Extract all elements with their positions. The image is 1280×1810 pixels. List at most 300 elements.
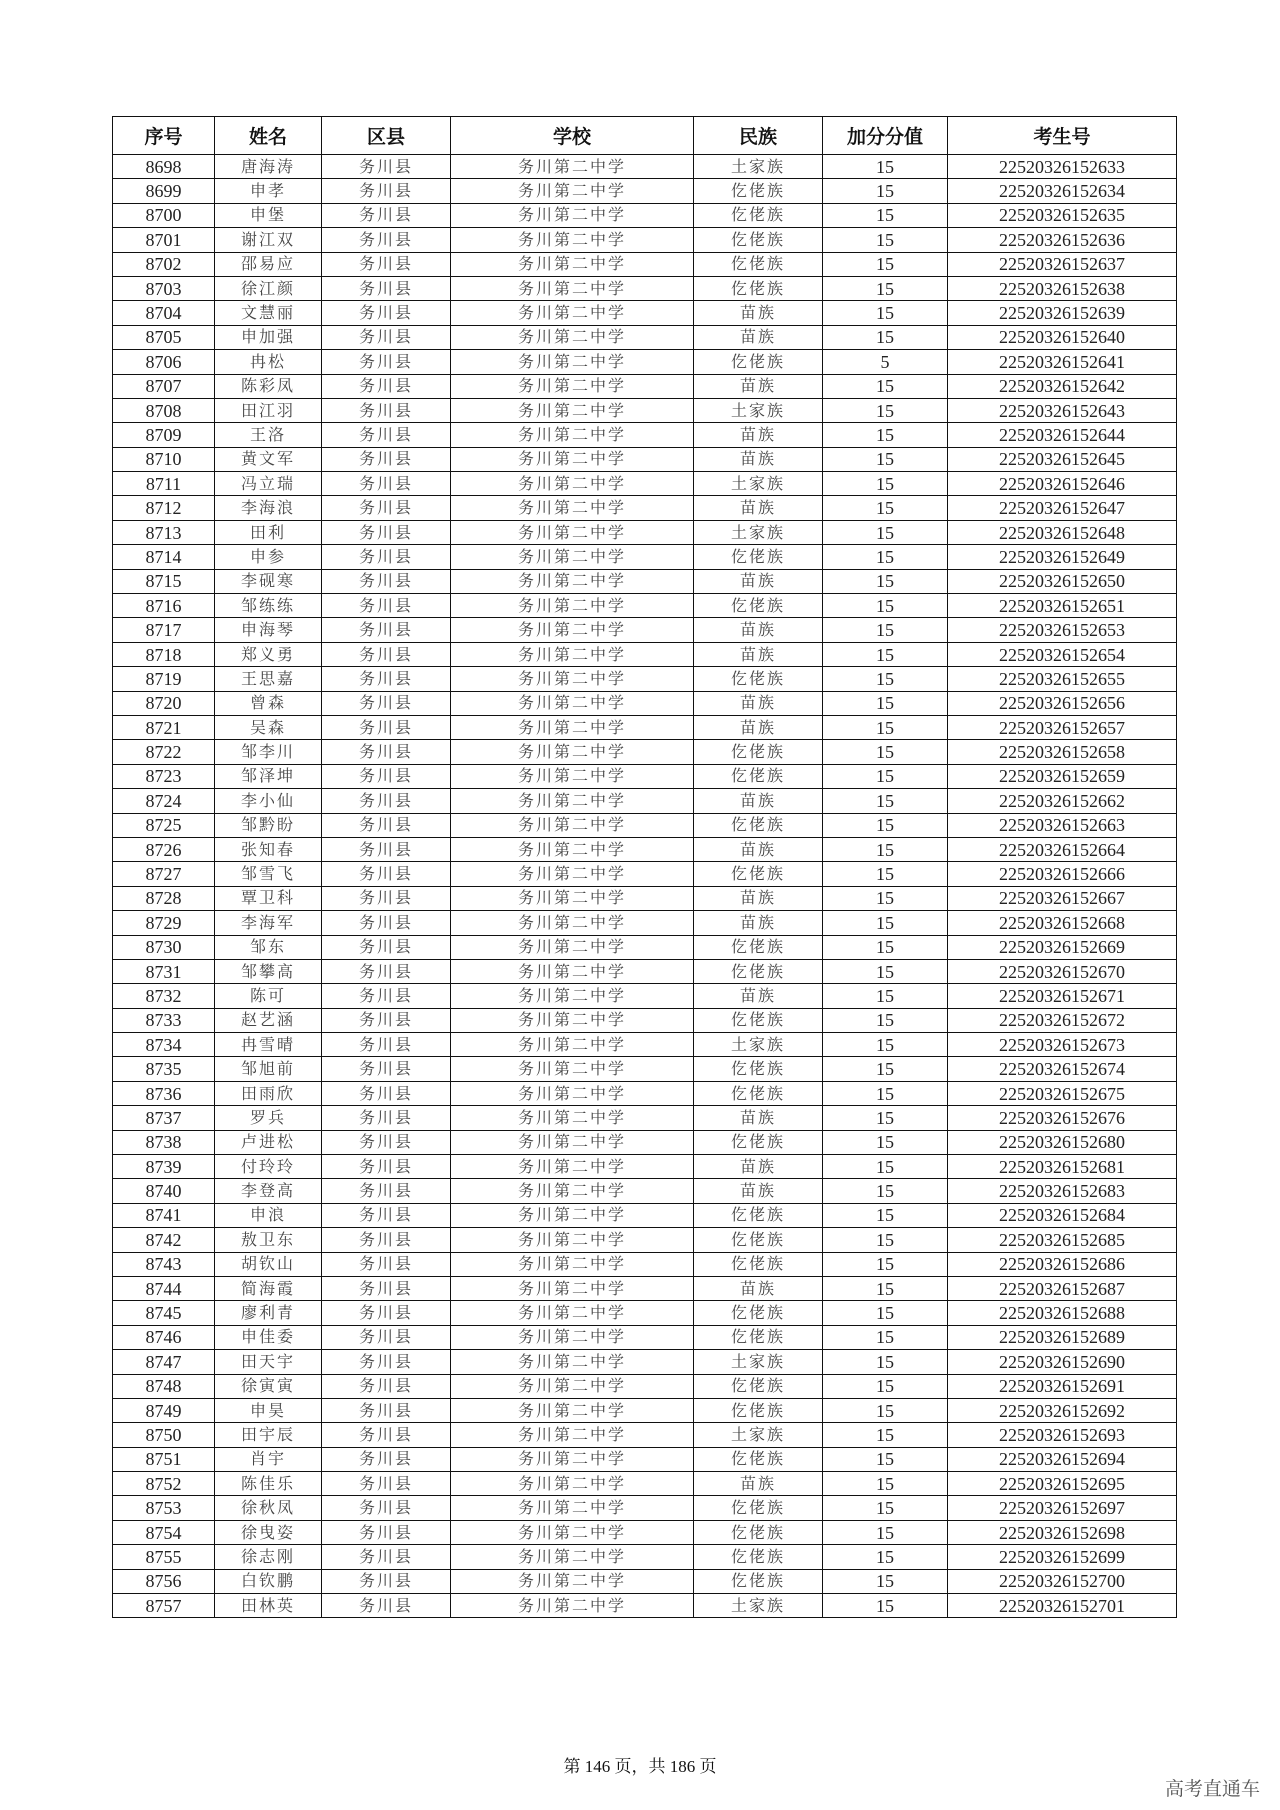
cell-county: 务川县 <box>322 1545 451 1569</box>
cell-ethnicity: 仡佬族 <box>694 1374 823 1398</box>
cell-bonus: 15 <box>823 1252 948 1276</box>
cell-name: 李登高 <box>215 1179 322 1203</box>
cell-exam-id: 22520326152684 <box>948 1203 1177 1227</box>
cell-county: 务川县 <box>322 1472 451 1496</box>
cell-school: 务川第二中学 <box>451 1033 694 1057</box>
cell-exam-id: 22520326152674 <box>948 1057 1177 1081</box>
table-row <box>113 350 1177 374</box>
table-row <box>113 1301 1177 1325</box>
table-row <box>113 1447 1177 1471</box>
cell-seq: 8746 <box>113 1325 215 1349</box>
cell-school: 务川第二中学 <box>451 667 694 691</box>
cell-bonus: 15 <box>823 837 948 861</box>
cell-county: 务川县 <box>322 203 451 227</box>
cell-county: 务川县 <box>322 472 451 496</box>
table-row <box>113 1130 1177 1154</box>
table-row <box>113 1276 1177 1300</box>
cell-school: 务川第二中学 <box>451 642 694 666</box>
cell-name: 陈可 <box>215 984 322 1008</box>
cell-name: 邹泽坤 <box>215 764 322 788</box>
cell-bonus: 15 <box>823 398 948 422</box>
cell-exam-id: 22520326152656 <box>948 691 1177 715</box>
table-row <box>113 667 1177 691</box>
cell-exam-id: 22520326152638 <box>948 276 1177 300</box>
cell-school: 务川第二中学 <box>451 1252 694 1276</box>
cell-seq: 8751 <box>113 1447 215 1471</box>
cell-seq: 8724 <box>113 789 215 813</box>
cell-bonus: 15 <box>823 325 948 349</box>
cell-ethnicity: 仡佬族 <box>694 228 823 252</box>
cell-exam-id: 22520326152663 <box>948 813 1177 837</box>
cell-bonus: 15 <box>823 520 948 544</box>
cell-bonus: 15 <box>823 642 948 666</box>
cell-school: 务川第二中学 <box>451 1423 694 1447</box>
table-row <box>113 1423 1177 1447</box>
cell-seq: 8717 <box>113 618 215 642</box>
cell-name: 谢江双 <box>215 228 322 252</box>
cell-name: 简海霞 <box>215 1276 322 1300</box>
table-row <box>113 1496 1177 1520</box>
cell-school: 务川第二中学 <box>451 1398 694 1422</box>
cell-seq: 8750 <box>113 1423 215 1447</box>
cell-exam-id: 22520326152658 <box>948 740 1177 764</box>
cell-name: 李海军 <box>215 911 322 935</box>
cell-exam-id: 22520326152664 <box>948 837 1177 861</box>
cell-county: 务川县 <box>322 350 451 374</box>
cell-seq: 8701 <box>113 228 215 252</box>
table-row <box>113 1520 1177 1544</box>
cell-school: 务川第二中学 <box>451 228 694 252</box>
table-row <box>113 1325 1177 1349</box>
cell-exam-id: 22520326152700 <box>948 1569 1177 1593</box>
cell-county: 务川县 <box>322 496 451 520</box>
cell-seq: 8715 <box>113 569 215 593</box>
cell-exam-id: 22520326152636 <box>948 228 1177 252</box>
cell-bonus: 15 <box>823 1325 948 1349</box>
cell-exam-id: 22520326152690 <box>948 1350 1177 1374</box>
cell-ethnicity: 仡佬族 <box>694 1057 823 1081</box>
cell-ethnicity: 苗族 <box>694 911 823 935</box>
cell-name: 文慧丽 <box>215 301 322 325</box>
cell-seq: 8720 <box>113 691 215 715</box>
cell-ethnicity: 仡佬族 <box>694 740 823 764</box>
cell-ethnicity: 苗族 <box>694 1106 823 1130</box>
cell-ethnicity: 仡佬族 <box>694 252 823 276</box>
cell-bonus: 15 <box>823 1033 948 1057</box>
cell-name: 覃卫科 <box>215 886 322 910</box>
cell-exam-id: 22520326152633 <box>948 155 1177 179</box>
cell-county: 务川县 <box>322 276 451 300</box>
cell-county: 务川县 <box>322 837 451 861</box>
cell-bonus: 15 <box>823 764 948 788</box>
header-ethnicity: 民族 <box>694 117 823 155</box>
cell-bonus: 15 <box>823 813 948 837</box>
cell-exam-id: 22520326152654 <box>948 642 1177 666</box>
cell-name: 王思嘉 <box>215 667 322 691</box>
cell-ethnicity: 土家族 <box>694 1423 823 1447</box>
cell-county: 务川县 <box>322 642 451 666</box>
cell-name: 申孝 <box>215 179 322 203</box>
cell-seq: 8738 <box>113 1130 215 1154</box>
cell-bonus: 15 <box>823 1594 948 1618</box>
cell-ethnicity: 土家族 <box>694 472 823 496</box>
cell-school: 务川第二中学 <box>451 862 694 886</box>
cell-school: 务川第二中学 <box>451 1008 694 1032</box>
table-row <box>113 1472 1177 1496</box>
table-row <box>113 1203 1177 1227</box>
cell-county: 务川县 <box>322 764 451 788</box>
cell-seq: 8704 <box>113 301 215 325</box>
cell-name: 白钦鹏 <box>215 1569 322 1593</box>
score-bonus-table <box>112 116 1177 1618</box>
cell-county: 务川县 <box>322 1008 451 1032</box>
cell-bonus: 5 <box>823 350 948 374</box>
cell-bonus: 15 <box>823 984 948 1008</box>
cell-seq: 8743 <box>113 1252 215 1276</box>
cell-ethnicity: 仡佬族 <box>694 862 823 886</box>
cell-seq: 8731 <box>113 959 215 983</box>
cell-exam-id: 22520326152657 <box>948 715 1177 739</box>
cell-ethnicity: 土家族 <box>694 155 823 179</box>
cell-school: 务川第二中学 <box>451 276 694 300</box>
table-row <box>113 1374 1177 1398</box>
table-row <box>113 1081 1177 1105</box>
table-row <box>113 472 1177 496</box>
table-row <box>113 1057 1177 1081</box>
cell-seq: 8725 <box>113 813 215 837</box>
cell-seq: 8727 <box>113 862 215 886</box>
cell-school: 务川第二中学 <box>451 618 694 642</box>
cell-bonus: 15 <box>823 715 948 739</box>
cell-school: 务川第二中学 <box>451 1350 694 1374</box>
cell-ethnicity: 仡佬族 <box>694 935 823 959</box>
page-number: 第 146 页，共 186 页 <box>563 1757 717 1776</box>
cell-ethnicity: 苗族 <box>694 691 823 715</box>
cell-county: 务川县 <box>322 155 451 179</box>
cell-county: 务川县 <box>322 691 451 715</box>
cell-county: 务川县 <box>322 447 451 471</box>
cell-school: 务川第二中学 <box>451 301 694 325</box>
cell-county: 务川县 <box>322 618 451 642</box>
cell-bonus: 15 <box>823 155 948 179</box>
table-row <box>113 496 1177 520</box>
cell-exam-id: 22520326152648 <box>948 520 1177 544</box>
cell-county: 务川县 <box>322 1106 451 1130</box>
cell-ethnicity: 苗族 <box>694 715 823 739</box>
cell-school: 务川第二中学 <box>451 984 694 1008</box>
cell-school: 务川第二中学 <box>451 545 694 569</box>
cell-bonus: 15 <box>823 1350 948 1374</box>
cell-school: 务川第二中学 <box>451 1130 694 1154</box>
cell-bonus: 15 <box>823 1301 948 1325</box>
cell-ethnicity: 仡佬族 <box>694 1569 823 1593</box>
cell-ethnicity: 苗族 <box>694 837 823 861</box>
cell-school: 务川第二中学 <box>451 691 694 715</box>
cell-ethnicity: 仡佬族 <box>694 1081 823 1105</box>
cell-school: 务川第二中学 <box>451 398 694 422</box>
cell-county: 务川县 <box>322 374 451 398</box>
cell-bonus: 15 <box>823 301 948 325</box>
cell-county: 务川县 <box>322 1155 451 1179</box>
cell-bonus: 15 <box>823 1520 948 1544</box>
table-row <box>113 1179 1177 1203</box>
cell-school: 务川第二中学 <box>451 935 694 959</box>
cell-name: 张知春 <box>215 837 322 861</box>
cell-school: 务川第二中学 <box>451 764 694 788</box>
cell-bonus: 15 <box>823 1447 948 1471</box>
cell-school: 务川第二中学 <box>451 1081 694 1105</box>
cell-exam-id: 22520326152647 <box>948 496 1177 520</box>
cell-name: 申昊 <box>215 1398 322 1422</box>
header-exam-id: 考生号 <box>948 117 1177 155</box>
cell-seq: 8739 <box>113 1155 215 1179</box>
cell-school: 务川第二中学 <box>451 496 694 520</box>
cell-bonus: 15 <box>823 228 948 252</box>
cell-school: 务川第二中学 <box>451 155 694 179</box>
cell-name: 肖宇 <box>215 1447 322 1471</box>
cell-exam-id: 22520326152641 <box>948 350 1177 374</box>
table-row <box>113 1545 1177 1569</box>
table-row <box>113 886 1177 910</box>
cell-ethnicity: 仡佬族 <box>694 813 823 837</box>
cell-name: 田宇辰 <box>215 1423 322 1447</box>
cell-name: 邹东 <box>215 935 322 959</box>
cell-school: 务川第二中学 <box>451 1447 694 1471</box>
cell-school: 务川第二中学 <box>451 472 694 496</box>
cell-ethnicity: 仡佬族 <box>694 1252 823 1276</box>
cell-name: 申浪 <box>215 1203 322 1227</box>
cell-exam-id: 22520326152659 <box>948 764 1177 788</box>
cell-name: 陈彩凤 <box>215 374 322 398</box>
cell-bonus: 15 <box>823 252 948 276</box>
cell-name: 赵艺涵 <box>215 1008 322 1032</box>
cell-school: 务川第二中学 <box>451 1301 694 1325</box>
cell-school: 务川第二中学 <box>451 325 694 349</box>
cell-exam-id: 22520326152695 <box>948 1472 1177 1496</box>
cell-ethnicity: 苗族 <box>694 1155 823 1179</box>
cell-name: 卢进松 <box>215 1130 322 1154</box>
cell-bonus: 15 <box>823 959 948 983</box>
table-row <box>113 618 1177 642</box>
table-row <box>113 423 1177 447</box>
cell-ethnicity: 仡佬族 <box>694 276 823 300</box>
table-row <box>113 325 1177 349</box>
cell-name: 冉雪晴 <box>215 1033 322 1057</box>
cell-name: 王洛 <box>215 423 322 447</box>
cell-school: 务川第二中学 <box>451 1496 694 1520</box>
cell-name: 罗兵 <box>215 1106 322 1130</box>
cell-bonus: 15 <box>823 1130 948 1154</box>
cell-ethnicity: 仡佬族 <box>694 764 823 788</box>
cell-school: 务川第二中学 <box>451 1228 694 1252</box>
cell-ethnicity: 土家族 <box>694 1033 823 1057</box>
cell-seq: 8712 <box>113 496 215 520</box>
cell-ethnicity: 仡佬族 <box>694 1203 823 1227</box>
cell-exam-id: 22520326152680 <box>948 1130 1177 1154</box>
cell-seq: 8734 <box>113 1033 215 1057</box>
cell-exam-id: 22520326152689 <box>948 1325 1177 1349</box>
cell-exam-id: 22520326152694 <box>948 1447 1177 1471</box>
cell-ethnicity: 苗族 <box>694 984 823 1008</box>
cell-school: 务川第二中学 <box>451 1057 694 1081</box>
cell-exam-id: 22520326152668 <box>948 911 1177 935</box>
cell-name: 邹练练 <box>215 594 322 618</box>
cell-ethnicity: 仡佬族 <box>694 1228 823 1252</box>
cell-name: 廖利青 <box>215 1301 322 1325</box>
table-row <box>113 374 1177 398</box>
cell-name: 胡钦山 <box>215 1252 322 1276</box>
cell-ethnicity: 苗族 <box>694 374 823 398</box>
cell-school: 务川第二中学 <box>451 789 694 813</box>
cell-name: 田雨欣 <box>215 1081 322 1105</box>
cell-exam-id: 22520326152669 <box>948 935 1177 959</box>
cell-name: 付玲玲 <box>215 1155 322 1179</box>
cell-ethnicity: 仡佬族 <box>694 350 823 374</box>
table-row <box>113 959 1177 983</box>
cell-name: 申加强 <box>215 325 322 349</box>
cell-bonus: 15 <box>823 569 948 593</box>
cell-ethnicity: 仡佬族 <box>694 1496 823 1520</box>
cell-school: 务川第二中学 <box>451 837 694 861</box>
cell-school: 务川第二中学 <box>451 1569 694 1593</box>
table-row <box>113 155 1177 179</box>
cell-county: 务川县 <box>322 1252 451 1276</box>
cell-ethnicity: 仡佬族 <box>694 179 823 203</box>
cell-name: 田天宇 <box>215 1350 322 1374</box>
table-row <box>113 228 1177 252</box>
cell-county: 务川县 <box>322 1130 451 1154</box>
table-row <box>113 252 1177 276</box>
table-row <box>113 1252 1177 1276</box>
cell-county: 务川县 <box>322 1301 451 1325</box>
table-row <box>113 276 1177 300</box>
cell-county: 务川县 <box>322 1398 451 1422</box>
table-row <box>113 179 1177 203</box>
cell-bonus: 15 <box>823 667 948 691</box>
header-seq: 序号 <box>113 117 215 155</box>
cell-seq: 8757 <box>113 1594 215 1618</box>
cell-county: 务川县 <box>322 1276 451 1300</box>
watermark: 高考直通车 <box>1164 1778 1260 1800</box>
cell-name: 冯立瑞 <box>215 472 322 496</box>
cell-school: 务川第二中学 <box>451 740 694 764</box>
cell-name: 申堡 <box>215 203 322 227</box>
cell-bonus: 15 <box>823 447 948 471</box>
cell-exam-id: 22520326152701 <box>948 1594 1177 1618</box>
header-name: 姓名 <box>215 117 322 155</box>
cell-seq: 8740 <box>113 1179 215 1203</box>
cell-seq: 8741 <box>113 1203 215 1227</box>
cell-name: 李小仙 <box>215 789 322 813</box>
cell-bonus: 15 <box>823 862 948 886</box>
cell-seq: 8700 <box>113 203 215 227</box>
cell-county: 务川县 <box>322 813 451 837</box>
cell-exam-id: 22520326152692 <box>948 1398 1177 1422</box>
cell-name: 徐寅寅 <box>215 1374 322 1398</box>
table-row <box>113 1008 1177 1032</box>
cell-name: 田江羽 <box>215 398 322 422</box>
cell-exam-id: 22520326152667 <box>948 886 1177 910</box>
cell-ethnicity: 苗族 <box>694 789 823 813</box>
cell-name: 李海浪 <box>215 496 322 520</box>
cell-ethnicity: 土家族 <box>694 1594 823 1618</box>
table-row <box>113 569 1177 593</box>
cell-ethnicity: 苗族 <box>694 618 823 642</box>
cell-county: 务川县 <box>322 1350 451 1374</box>
cell-bonus: 15 <box>823 911 948 935</box>
cell-ethnicity: 苗族 <box>694 886 823 910</box>
cell-county: 务川县 <box>322 1520 451 1544</box>
cell-school: 务川第二中学 <box>451 520 694 544</box>
cell-county: 务川县 <box>322 935 451 959</box>
table-row <box>113 447 1177 471</box>
cell-seq: 8718 <box>113 642 215 666</box>
cell-bonus: 15 <box>823 1496 948 1520</box>
table-row <box>113 1155 1177 1179</box>
table-row <box>113 1106 1177 1130</box>
cell-seq: 8716 <box>113 594 215 618</box>
cell-seq: 8714 <box>113 545 215 569</box>
cell-bonus: 15 <box>823 1545 948 1569</box>
cell-county: 务川县 <box>322 1569 451 1593</box>
cell-exam-id: 22520326152645 <box>948 447 1177 471</box>
cell-seq: 8708 <box>113 398 215 422</box>
cell-bonus: 15 <box>823 740 948 764</box>
cell-name: 李砚寒 <box>215 569 322 593</box>
cell-seq: 8735 <box>113 1057 215 1081</box>
cell-name: 冉松 <box>215 350 322 374</box>
cell-exam-id: 22520326152646 <box>948 472 1177 496</box>
cell-exam-id: 22520326152698 <box>948 1520 1177 1544</box>
cell-county: 务川县 <box>322 398 451 422</box>
cell-name: 徐志刚 <box>215 1545 322 1569</box>
cell-seq: 8698 <box>113 155 215 179</box>
cell-county: 务川县 <box>322 520 451 544</box>
cell-name: 邵易应 <box>215 252 322 276</box>
cell-name: 邹旭前 <box>215 1057 322 1081</box>
cell-bonus: 15 <box>823 886 948 910</box>
cell-name: 黄文军 <box>215 447 322 471</box>
cell-seq: 8748 <box>113 1374 215 1398</box>
cell-seq: 8742 <box>113 1228 215 1252</box>
cell-county: 务川县 <box>322 1228 451 1252</box>
cell-school: 务川第二中学 <box>451 594 694 618</box>
cell-exam-id: 22520326152681 <box>948 1155 1177 1179</box>
cell-ethnicity: 土家族 <box>694 520 823 544</box>
cell-exam-id: 22520326152651 <box>948 594 1177 618</box>
cell-seq: 8733 <box>113 1008 215 1032</box>
cell-county: 务川县 <box>322 1081 451 1105</box>
cell-exam-id: 22520326152642 <box>948 374 1177 398</box>
cell-bonus: 15 <box>823 203 948 227</box>
cell-name: 田利 <box>215 520 322 544</box>
table-row <box>113 740 1177 764</box>
table-row <box>113 642 1177 666</box>
cell-ethnicity: 仡佬族 <box>694 1398 823 1422</box>
cell-seq: 8732 <box>113 984 215 1008</box>
cell-exam-id: 22520326152643 <box>948 398 1177 422</box>
cell-seq: 8730 <box>113 935 215 959</box>
cell-bonus: 15 <box>823 1398 948 1422</box>
cell-exam-id: 22520326152635 <box>948 203 1177 227</box>
cell-exam-id: 22520326152672 <box>948 1008 1177 1032</box>
cell-ethnicity: 土家族 <box>694 398 823 422</box>
cell-exam-id: 22520326152691 <box>948 1374 1177 1398</box>
cell-bonus: 15 <box>823 472 948 496</box>
cell-ethnicity: 仡佬族 <box>694 1008 823 1032</box>
cell-seq: 8709 <box>113 423 215 447</box>
cell-seq: 8699 <box>113 179 215 203</box>
